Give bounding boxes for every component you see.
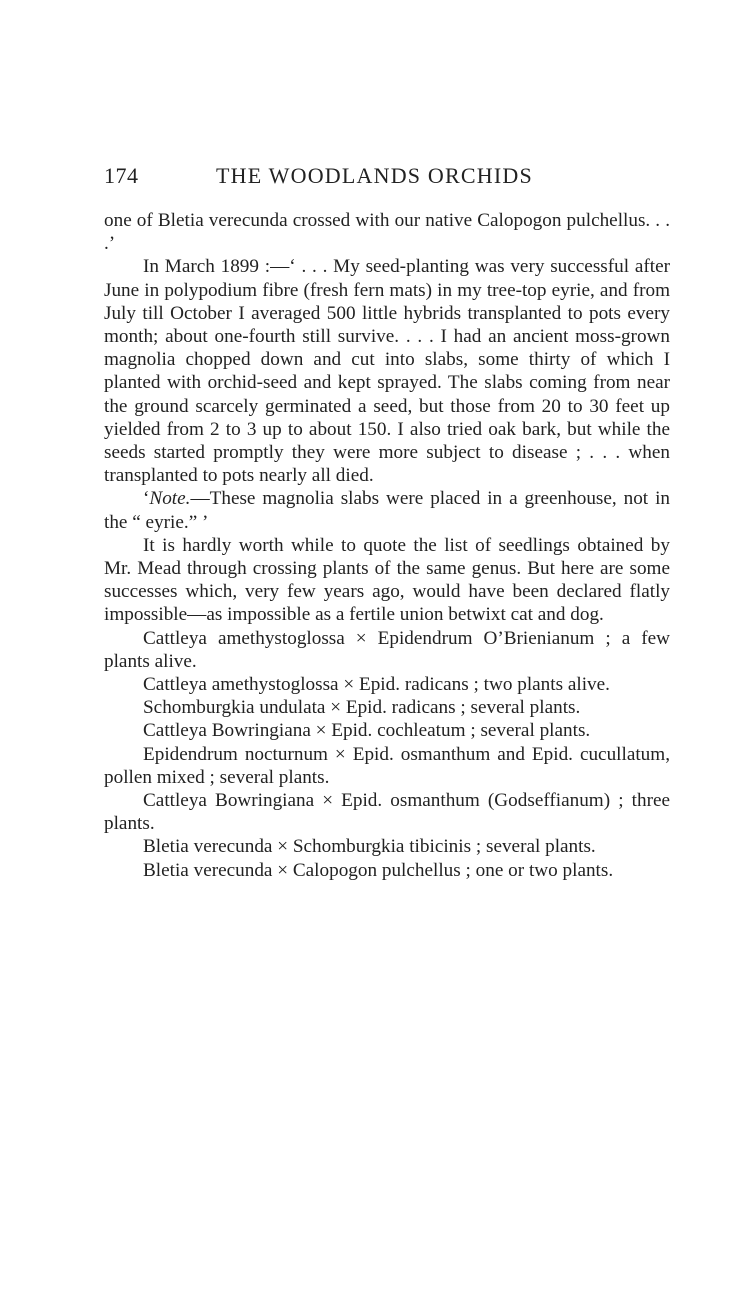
cross-item: Bletia verecunda × Calopogon pulchellus ; one or two plants.: [143, 859, 614, 881]
cross-item: Epidendrum nocturnum × Epid. osmanthum and Epid. cucullatum, pollen mixed ; several plants.: [104, 743, 670, 788]
note-text: —These magnolia slabs were placed in a greenhouse, not in the “ eyrie.” ’: [104, 488, 670, 533]
cross-item: Schomburgkia undulata × Epid. radicans ; several plants.: [143, 697, 581, 719]
cross-item: Cattleya Bowringiana × Epid. osmanthum (Godseffianum) ; three plants.: [104, 790, 670, 835]
cross-item: Cattleya amethystoglossa × Epid. radicans ; two plants alive.: [143, 674, 610, 696]
page-number: 174: [104, 163, 139, 188]
paragraph-seedlings: It is hardly worth while to quote the list of seedlings obtained by Mr. Mead through crossing plants of the same genus. But here are some successes which, very few years ago, would have been declared flatly impossible—as impossible as a fertile union betwixt cat and dog.: [104, 534, 670, 626]
cross-item: Bletia verecunda × Schomburgkia tibicinis ; several plants.: [143, 836, 596, 858]
note-paragraph: [104, 487, 670, 533]
paragraph-continuation: one of Bletia verecunda crossed with our native Calopogon pulchellus. . . .’: [104, 210, 670, 255]
running-title: THE WOODLANDS ORCHIDS: [216, 163, 533, 188]
note-label: Note.: [149, 488, 191, 510]
running-head: [104, 163, 670, 197]
body-text: [104, 209, 670, 882]
cross-item: Cattleya Bowringiana × Epid. cochleatum ; several plants.: [143, 720, 591, 742]
paragraph-march-1899: In March 1899 :—‘ . . . My seed-planting was very successful after June in polypodium fibre (fresh fern mats) in my tree-top eyrie, and from July till October I averaged 500 little hybrids transplanted to pots every month; about one-fourth still survive. . . . I had an ancient moss-grown magnolia chopped down and cut into slabs, some thirty of which I planted with orchid-seed and kept sprayed. The slabs coming from near the ground scarcely germinated a seed, but those from 20 to 30 feet up yielded from 2 to 3 up to about 150. I also tried oak bark, but while the seeds started promptly they were more subject to disease ; . . . when transplanted to pots nearly all died.: [104, 256, 670, 487]
cross-item: Cattleya amethystoglossa × Epidendrum O’Brienianum ; a few plants alive.: [104, 627, 670, 672]
note-open-quote: ‘: [143, 488, 150, 510]
